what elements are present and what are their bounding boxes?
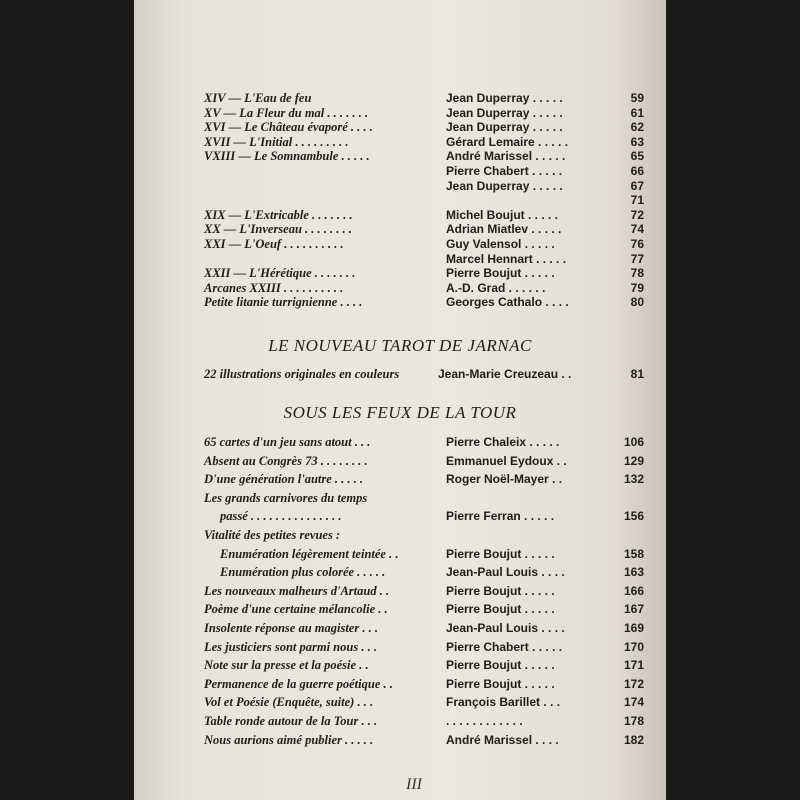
toc-entry xyxy=(204,265,644,281)
section-title-tarot: LE NOUVEAU TAROT DE JARNAC xyxy=(268,336,532,355)
entry-title: XX — L'Inverseau . . . . . . . . xyxy=(204,222,352,237)
entry-author: Pierre Boujut . . . . . xyxy=(446,602,555,617)
entry-title: Vol et Poésie (Enquête, suite) . . . xyxy=(204,695,374,710)
toc-entry xyxy=(204,90,644,106)
toc-entry xyxy=(204,434,644,450)
entry-author: A.-D. Grad . . . . . . xyxy=(446,280,546,295)
entry-page: 66 xyxy=(630,164,644,178)
toc-entry xyxy=(204,236,644,252)
entry-title: passé . . . . . . . . . . . . . . . xyxy=(220,509,342,524)
entry-page: 81 xyxy=(630,367,644,381)
entry-page: 78 xyxy=(630,266,644,281)
entry-author: Jean Duperray . . . . . xyxy=(446,91,563,105)
entry-title: Absent au Congrès 73 . . . . . . . . xyxy=(204,453,368,468)
toc-entry xyxy=(204,280,644,296)
entry-author: Gérard Lemaire . . . . . xyxy=(446,134,569,149)
entry-page: 59 xyxy=(630,91,644,105)
entry-page: 65 xyxy=(630,149,644,164)
entry-title: XIX — L'Extricable . . . . . . . xyxy=(204,207,353,222)
entry-author: Pierre Boujut . . . . . xyxy=(446,266,555,281)
toc-entry xyxy=(204,134,644,150)
entry-title: Insolente réponse au magister . . . xyxy=(204,621,378,635)
entry-page: 182 xyxy=(623,732,644,747)
toc-entry xyxy=(204,119,644,135)
entry-page: 67 xyxy=(630,178,644,193)
toc-entry xyxy=(204,221,644,237)
entry-title: XVI — Le Château évaporé . . . . xyxy=(204,120,373,135)
entry-author: Emmanuel Eydoux . . xyxy=(446,453,567,468)
page-folio: III xyxy=(406,776,422,793)
entry-author: Georges Cathalo . . . . xyxy=(446,295,569,310)
toc-entry xyxy=(204,178,644,194)
entry-title: Les grands carnivores du temps xyxy=(204,490,368,505)
entry-page: 129 xyxy=(623,453,644,468)
entry-author: Michel Boujut . . . . . xyxy=(446,207,559,222)
entry-author: Jean-Paul Louis . . . . xyxy=(446,621,565,635)
entry-author: Jean Duperray . . . . . xyxy=(446,105,563,120)
toc-entry xyxy=(204,527,644,543)
entry-author: André Marissel . . . . . xyxy=(446,149,566,164)
entry-page: 172 xyxy=(623,676,644,691)
entry-page: 79 xyxy=(630,280,644,295)
toc-entry xyxy=(204,694,644,710)
entry-author: Pierre Boujut . . . . . xyxy=(446,676,555,691)
toc-entry xyxy=(204,294,644,310)
entry-author: Adrian Miatlev . . . . . xyxy=(446,222,562,237)
toc-entry xyxy=(204,620,644,636)
entry-title: Vitalité des petites revues : xyxy=(204,528,341,542)
entry-title: Nous aurions aimé publier . . . . . xyxy=(204,732,374,747)
entry-title: Enumération légèrement teintée . . xyxy=(220,546,399,561)
entry-title: D'une génération l'autre . . . . . xyxy=(204,472,364,487)
toc-entry xyxy=(204,564,644,580)
toc-entry xyxy=(204,251,644,267)
entry-author: Jean-Marie Creuzeau . . xyxy=(438,367,572,381)
entry-author: Pierre Boujut . . . . . xyxy=(446,546,555,561)
toc-entry xyxy=(204,639,644,655)
entry-author: Pierre Boujut . . . . . xyxy=(446,658,555,673)
entry-author: Jean-Paul Louis . . . . xyxy=(446,565,565,580)
toc-entry xyxy=(204,601,644,617)
table-of-contents xyxy=(134,0,666,800)
entry-page: 167 xyxy=(623,602,644,617)
entry-page: 178 xyxy=(623,714,644,728)
entry-author: André Marissel . . . . xyxy=(446,732,559,747)
entry-author: Pierre Chaleix . . . . . xyxy=(446,435,560,449)
book-page xyxy=(134,0,666,800)
entry-page: 62 xyxy=(630,120,644,135)
toc-entry xyxy=(204,192,644,208)
entry-page: 171 xyxy=(623,658,644,673)
entry-page: 106 xyxy=(623,435,644,449)
entry-page: 170 xyxy=(623,639,644,654)
entry-author: Pierre Chabert . . . . . xyxy=(446,164,563,178)
entry-author: François Barillet . . . xyxy=(446,695,561,710)
toc-entry xyxy=(204,105,644,121)
entry-title: 22 illustrations originales en couleurs xyxy=(204,367,400,381)
entry-title: XXII — L'Hérétique . . . . . . . xyxy=(204,266,356,281)
toc-entry xyxy=(204,583,644,599)
toc-entry-illustrations xyxy=(204,366,644,382)
entry-title: Note sur la presse et la poésie . . xyxy=(204,658,369,673)
toc-entry xyxy=(204,148,644,164)
entry-author: Pierre Chabert . . . . . xyxy=(446,639,563,654)
toc-entry xyxy=(204,163,644,179)
entry-title: Les nouveaux malheurs d'Artaud . . xyxy=(204,583,390,598)
entry-title: Poème d'une certaine mélancolie . . xyxy=(204,602,388,617)
entry-title: 65 cartes d'un jeu sans atout . . . xyxy=(204,435,371,449)
section-title-tour: SOUS LES FEUX DE LA TOUR xyxy=(283,403,517,422)
toc-entry xyxy=(204,207,644,223)
entry-author: Pierre Boujut . . . . . xyxy=(446,583,555,598)
entry-page: 158 xyxy=(623,546,644,561)
entry-title: XVII — L'Initial . . . . . . . . . xyxy=(204,134,349,149)
entry-title: Petite litanie turrignienne . . . . xyxy=(204,295,363,310)
entry-page: 132 xyxy=(623,472,644,487)
entry-author: . . . . . . . . . . . . xyxy=(446,714,523,728)
toc-entry xyxy=(204,508,644,524)
entry-title: XXI — L'Oeuf . . . . . . . . . . xyxy=(204,237,344,251)
entry-page: 174 xyxy=(623,695,644,710)
toc-entry xyxy=(204,453,644,469)
entry-title: Table ronde autour de la Tour . . . xyxy=(204,714,378,728)
entry-title: Les justiciers sont parmi nous . . . xyxy=(204,639,377,654)
entry-title: Permanence de la guerre poétique . . xyxy=(204,676,393,691)
entry-author: Marcel Hennart . . . . . xyxy=(446,251,567,266)
entry-page: 63 xyxy=(630,134,644,149)
toc-entry xyxy=(204,657,644,673)
entry-page: 163 xyxy=(623,565,644,580)
entry-page: 71 xyxy=(630,193,644,208)
entry-author: Jean Duperray . . . . . xyxy=(446,178,563,193)
toc-entry xyxy=(204,490,644,506)
entry-page: 74 xyxy=(630,222,644,237)
entry-page: 72 xyxy=(630,207,644,222)
entry-title: VXIII — Le Somnambule . . . . . xyxy=(204,149,370,164)
entry-page: 76 xyxy=(630,237,644,251)
toc-entry xyxy=(204,546,644,562)
entry-author: Roger Noël-Mayer . . xyxy=(446,472,563,487)
entry-author: Jean Duperray . . . . . xyxy=(446,120,563,135)
entry-author: Pierre Ferran . . . . . xyxy=(446,509,555,524)
entry-page: 61 xyxy=(630,105,644,120)
entry-title: XV — La Fleur du mal . . . . . . . xyxy=(204,105,369,120)
entry-title: Arcanes XXIII . . . . . . . . . . xyxy=(204,280,344,295)
entry-author: Guy Valensol . . . . . xyxy=(446,237,555,251)
toc-entry xyxy=(204,713,644,729)
entry-page: 80 xyxy=(630,295,644,310)
entry-page: 77 xyxy=(630,251,644,266)
toc-entry xyxy=(204,732,644,748)
toc-entry xyxy=(204,676,644,692)
entry-title: Enumération plus colorée . . . . . xyxy=(220,565,386,580)
toc-entry xyxy=(204,471,644,487)
entry-page: 169 xyxy=(623,621,644,635)
entry-page: 156 xyxy=(623,509,644,524)
entry-page: 166 xyxy=(623,583,644,598)
entry-title: XIV — L'Eau de feu xyxy=(204,91,312,105)
